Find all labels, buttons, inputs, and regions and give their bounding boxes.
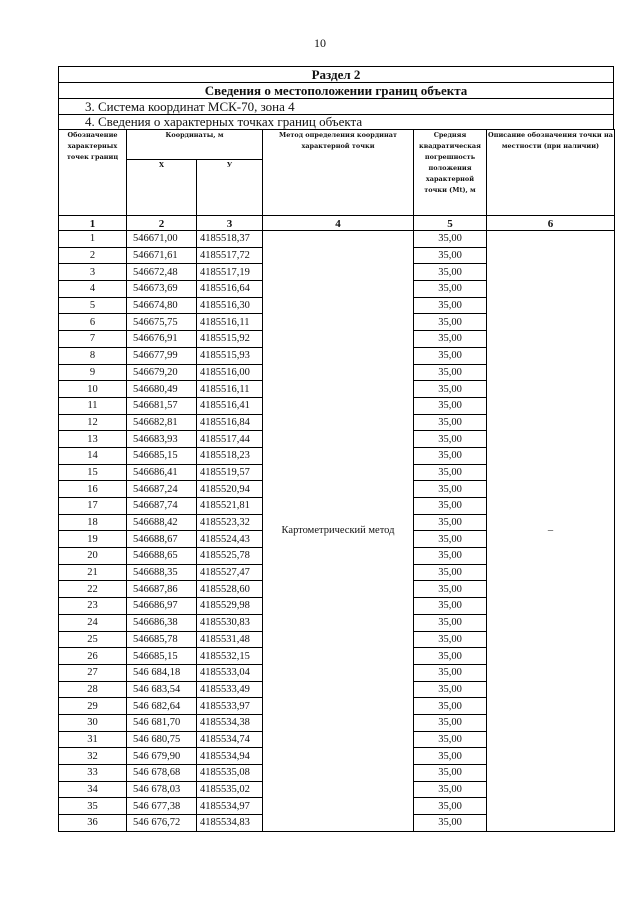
document-frame bbox=[58, 66, 614, 832]
point-number: 24 bbox=[59, 614, 127, 631]
coordinate-x: 546671,61 bbox=[127, 247, 197, 264]
coordinate-x: 546 678,68 bbox=[127, 765, 197, 782]
coordinate-y: 4185516,84 bbox=[197, 414, 263, 431]
coordinate-x: 546685,15 bbox=[127, 648, 197, 665]
coordinate-y: 4185516,41 bbox=[197, 397, 263, 414]
point-number: 17 bbox=[59, 498, 127, 515]
accuracy-value: 35,00 bbox=[414, 297, 487, 314]
accuracy-value: 35,00 bbox=[414, 631, 487, 648]
description-cell: – bbox=[487, 231, 615, 832]
point-number: 10 bbox=[59, 381, 127, 398]
coordinate-y: 4185516,11 bbox=[197, 314, 263, 331]
coordinate-x: 546681,57 bbox=[127, 397, 197, 414]
coordinate-y: 4185534,38 bbox=[197, 714, 263, 731]
header-point-designation: Обозначение характерных точек границ bbox=[59, 130, 127, 216]
point-number: 2 bbox=[59, 247, 127, 264]
accuracy-value: 35,00 bbox=[414, 598, 487, 615]
coordinate-x: 546686,41 bbox=[127, 464, 197, 481]
point-number: 5 bbox=[59, 297, 127, 314]
coordinate-y: 4185533,04 bbox=[197, 664, 263, 681]
header-accuracy: Средняя квадратическая погрешность положения характерной точки (Mt), м bbox=[414, 130, 487, 216]
accuracy-value: 35,00 bbox=[414, 714, 487, 731]
point-number: 4 bbox=[59, 281, 127, 298]
point-number: 29 bbox=[59, 698, 127, 715]
coordinate-y: 4185518,37 bbox=[197, 231, 263, 248]
point-number: 12 bbox=[59, 414, 127, 431]
point-number: 36 bbox=[59, 815, 127, 832]
point-number: 8 bbox=[59, 347, 127, 364]
coordinate-y: 4185532,15 bbox=[197, 648, 263, 665]
coordinate-x: 546688,65 bbox=[127, 548, 197, 565]
accuracy-value: 35,00 bbox=[414, 364, 487, 381]
accuracy-value: 35,00 bbox=[414, 514, 487, 531]
coordinate-y: 4185515,93 bbox=[197, 347, 263, 364]
coordinate-y: 4185535,08 bbox=[197, 765, 263, 782]
coordinate-y: 4185534,97 bbox=[197, 798, 263, 815]
coordinate-y: 4185533,97 bbox=[197, 698, 263, 715]
accuracy-value: 35,00 bbox=[414, 281, 487, 298]
header-y: У bbox=[197, 160, 263, 216]
accuracy-value: 35,00 bbox=[414, 481, 487, 498]
accuracy-value: 35,00 bbox=[414, 798, 487, 815]
accuracy-value: 35,00 bbox=[414, 347, 487, 364]
column-number: 5 bbox=[414, 216, 487, 231]
point-number: 27 bbox=[59, 664, 127, 681]
coordinate-x: 546688,35 bbox=[127, 564, 197, 581]
coordinate-y: 4185534,83 bbox=[197, 815, 263, 832]
coordinate-y: 4185534,74 bbox=[197, 731, 263, 748]
coordinate-x: 546682,81 bbox=[127, 414, 197, 431]
accuracy-value: 35,00 bbox=[414, 681, 487, 698]
point-number: 20 bbox=[59, 548, 127, 565]
accuracy-value: 35,00 bbox=[414, 414, 487, 431]
coordinate-y: 4185520,94 bbox=[197, 481, 263, 498]
header-description: Описание обозначения точки на местности (при наличии) bbox=[487, 130, 615, 216]
coordinate-x: 546687,86 bbox=[127, 581, 197, 598]
coordinate-y: 4185519,57 bbox=[197, 464, 263, 481]
coordinate-x: 546 676,72 bbox=[127, 815, 197, 832]
point-number: 6 bbox=[59, 314, 127, 331]
coordinate-x: 546685,78 bbox=[127, 631, 197, 648]
accuracy-value: 35,00 bbox=[414, 447, 487, 464]
coordinate-y: 4185516,00 bbox=[197, 364, 263, 381]
accuracy-value: 35,00 bbox=[414, 564, 487, 581]
coordinate-y: 4185516,11 bbox=[197, 381, 263, 398]
point-number: 25 bbox=[59, 631, 127, 648]
point-number: 7 bbox=[59, 331, 127, 348]
accuracy-value: 35,00 bbox=[414, 664, 487, 681]
coordinate-x: 546680,49 bbox=[127, 381, 197, 398]
header-coordinates: Координаты, м bbox=[127, 130, 263, 160]
accuracy-value: 35,00 bbox=[414, 614, 487, 631]
coordinate-x: 546686,97 bbox=[127, 598, 197, 615]
point-number: 15 bbox=[59, 464, 127, 481]
accuracy-value: 35,00 bbox=[414, 264, 487, 281]
coordinate-x: 546672,48 bbox=[127, 264, 197, 281]
accuracy-value: 35,00 bbox=[414, 698, 487, 715]
point-number: 22 bbox=[59, 581, 127, 598]
method-cell: Картометрический метод bbox=[263, 231, 414, 832]
section-subtitle: Сведения о местоположении границ объекта bbox=[58, 82, 614, 98]
coordinate-x: 546673,69 bbox=[127, 281, 197, 298]
coordinate-x: 546679,20 bbox=[127, 364, 197, 381]
point-number: 32 bbox=[59, 748, 127, 765]
accuracy-value: 35,00 bbox=[414, 731, 487, 748]
header-method: Метод определения координат характерной точки bbox=[263, 130, 414, 216]
coordinate-y: 4185528,60 bbox=[197, 581, 263, 598]
coordinate-x: 546 682,64 bbox=[127, 698, 197, 715]
accuracy-value: 35,00 bbox=[414, 531, 487, 548]
point-number: 28 bbox=[59, 681, 127, 698]
coordinate-x: 546688,67 bbox=[127, 531, 197, 548]
point-number: 16 bbox=[59, 481, 127, 498]
point-number: 13 bbox=[59, 431, 127, 448]
point-number: 26 bbox=[59, 648, 127, 665]
coordinate-y: 4185517,44 bbox=[197, 431, 263, 448]
accuracy-value: 35,00 bbox=[414, 498, 487, 515]
point-number: 11 bbox=[59, 397, 127, 414]
coordinate-x: 546 678,03 bbox=[127, 781, 197, 798]
table-row bbox=[59, 231, 615, 248]
coordinate-x: 546 684,18 bbox=[127, 664, 197, 681]
coordinate-y: 4185518,23 bbox=[197, 447, 263, 464]
coordinate-x: 546675,75 bbox=[127, 314, 197, 331]
point-number: 31 bbox=[59, 731, 127, 748]
page-number: 10 bbox=[314, 36, 326, 50]
accuracy-value: 35,00 bbox=[414, 314, 487, 331]
coordinate-x: 546 677,38 bbox=[127, 798, 197, 815]
coordinate-y: 4185525,78 bbox=[197, 548, 263, 565]
accuracy-value: 35,00 bbox=[414, 431, 487, 448]
coordinate-x: 546674,80 bbox=[127, 297, 197, 314]
coordinate-x: 546686,38 bbox=[127, 614, 197, 631]
point-number: 3 bbox=[59, 264, 127, 281]
coordinate-y: 4185534,94 bbox=[197, 748, 263, 765]
coordinate-x: 546 679,90 bbox=[127, 748, 197, 765]
coordinate-y: 4185529,98 bbox=[197, 598, 263, 615]
accuracy-value: 35,00 bbox=[414, 548, 487, 565]
coordinate-x: 546683,93 bbox=[127, 431, 197, 448]
point-number: 21 bbox=[59, 564, 127, 581]
coordinate-y: 4185533,49 bbox=[197, 681, 263, 698]
coordinate-y: 4185524,43 bbox=[197, 531, 263, 548]
coordinate-y: 4185516,30 bbox=[197, 297, 263, 314]
accuracy-value: 35,00 bbox=[414, 381, 487, 398]
point-number: 14 bbox=[59, 447, 127, 464]
accuracy-value: 35,00 bbox=[414, 648, 487, 665]
accuracy-value: 35,00 bbox=[414, 247, 487, 264]
boundary-points-item: 4. Сведения о характерных точках границ объекта bbox=[58, 114, 614, 129]
accuracy-value: 35,00 bbox=[414, 781, 487, 798]
coordinate-x: 546687,24 bbox=[127, 481, 197, 498]
coordinate-x: 546 681,70 bbox=[127, 714, 197, 731]
boundary-points-table bbox=[58, 129, 615, 832]
accuracy-value: 35,00 bbox=[414, 464, 487, 481]
coordinate-x: 546687,74 bbox=[127, 498, 197, 515]
accuracy-value: 35,00 bbox=[414, 397, 487, 414]
coordinate-x: 546 680,75 bbox=[127, 731, 197, 748]
coordinate-x: 546 683,54 bbox=[127, 681, 197, 698]
coordinate-y: 4185517,72 bbox=[197, 247, 263, 264]
accuracy-value: 35,00 bbox=[414, 331, 487, 348]
accuracy-value: 35,00 bbox=[414, 748, 487, 765]
coordinate-y: 4185517,19 bbox=[197, 264, 263, 281]
coordinate-x: 546685,15 bbox=[127, 447, 197, 464]
coordinate-y: 4185530,83 bbox=[197, 614, 263, 631]
section-title: Раздел 2 bbox=[58, 66, 614, 82]
point-number: 1 bbox=[59, 231, 127, 248]
point-number: 30 bbox=[59, 714, 127, 731]
coordinate-y: 4185531,48 bbox=[197, 631, 263, 648]
coordinate-system-item: 3. Система координат МСК-70, зона 4 bbox=[58, 98, 614, 114]
accuracy-value: 35,00 bbox=[414, 581, 487, 598]
column-number: 3 bbox=[197, 216, 263, 231]
coordinate-x: 546677,99 bbox=[127, 347, 197, 364]
header-x: X bbox=[127, 160, 197, 216]
coordinate-y: 4185535,02 bbox=[197, 781, 263, 798]
point-number: 9 bbox=[59, 364, 127, 381]
column-number: 4 bbox=[263, 216, 414, 231]
coordinate-y: 4185523,32 bbox=[197, 514, 263, 531]
point-number: 19 bbox=[59, 531, 127, 548]
point-number: 34 bbox=[59, 781, 127, 798]
coordinate-x: 546688,42 bbox=[127, 514, 197, 531]
accuracy-value: 35,00 bbox=[414, 765, 487, 782]
coordinate-y: 4185521,81 bbox=[197, 498, 263, 515]
accuracy-value: 35,00 bbox=[414, 815, 487, 832]
point-number: 23 bbox=[59, 598, 127, 615]
coordinate-y: 4185515,92 bbox=[197, 331, 263, 348]
column-number: 6 bbox=[487, 216, 615, 231]
coordinate-x: 546671,00 bbox=[127, 231, 197, 248]
accuracy-value: 35,00 bbox=[414, 231, 487, 248]
column-numbers-row bbox=[59, 216, 615, 231]
column-number: 2 bbox=[127, 216, 197, 231]
coordinate-x: 546676,91 bbox=[127, 331, 197, 348]
coordinate-y: 4185516,64 bbox=[197, 281, 263, 298]
coordinate-y: 4185527,47 bbox=[197, 564, 263, 581]
point-number: 18 bbox=[59, 514, 127, 531]
point-number: 33 bbox=[59, 765, 127, 782]
column-number: 1 bbox=[59, 216, 127, 231]
point-number: 35 bbox=[59, 798, 127, 815]
